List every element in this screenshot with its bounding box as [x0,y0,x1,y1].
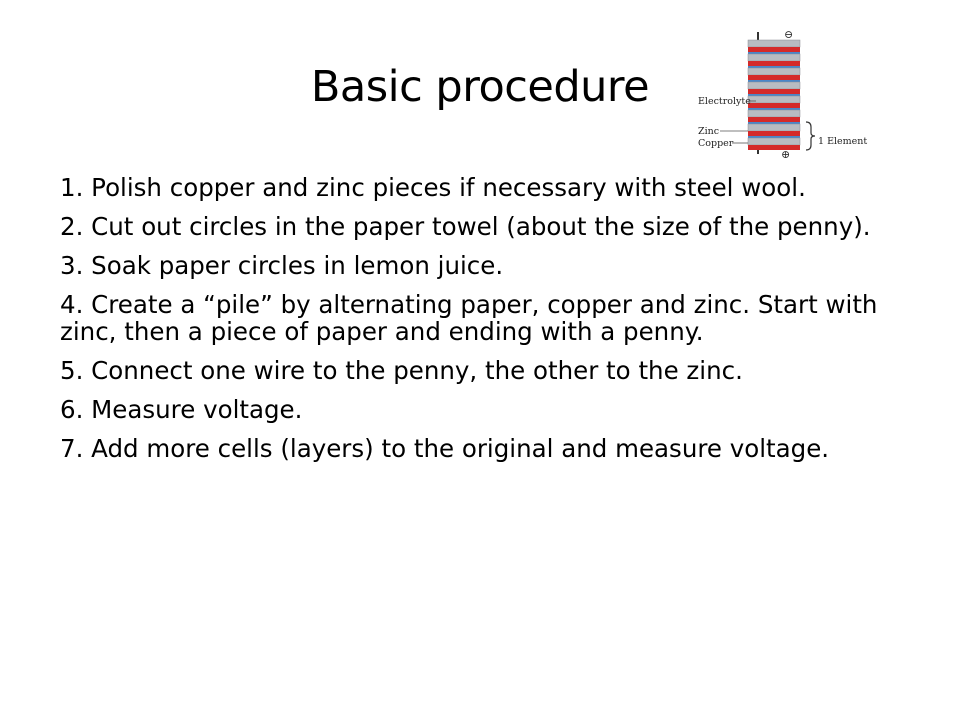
electrolyte-layer [748,108,800,110]
procedure-step: 2. Cut out circles in the paper towel (about the size of the penny). [60,212,871,241]
zinc-layer [748,82,800,89]
copper-layer [748,89,800,94]
electrolyte-layer [748,136,800,138]
copper-layer [748,61,800,66]
copper-label: Copper [698,138,734,149]
electrolyte-layer [748,94,800,96]
procedure-step: 5. Connect one wire to the penny, the other to the zinc. [60,356,743,385]
positive-terminal-icon: ⊕ [781,148,791,161]
element-brace [806,122,815,150]
voltaic-pile-diagram [690,22,870,162]
copper-layer [748,47,800,52]
procedure-step: 4. Create a “pile” by alternating paper, copper and zinc. Start with zinc, then a piece of paper and ending with a penny. [60,290,878,346]
zinc-layer [748,68,800,75]
element-label: 1 Element [818,136,868,147]
electrolyte-layer [748,52,800,54]
zinc-layer [748,96,800,103]
slide-title: Basic procedure [310,62,650,112]
pile-stack [748,40,800,150]
copper-layer [748,75,800,80]
zinc-layer [748,124,800,131]
procedure-step: 3. Soak paper circles in lemon juice. [60,251,504,280]
procedure-step: 6. Measure voltage. [60,395,303,424]
copper-layer [748,117,800,122]
zinc-layer [748,110,800,117]
negative-terminal-icon: ⊖ [784,28,794,41]
procedure-steps [60,174,920,474]
zinc-layer [748,40,800,47]
electrolyte-layer [748,66,800,68]
copper-layer [748,145,800,150]
procedure-step: 1. Polish copper and zinc pieces if necessary with steel wool. [60,173,806,202]
zinc-layer [748,138,800,145]
electrolyte-layer [748,122,800,124]
electrolyte-layer [748,80,800,82]
voltaic-pile-svg [690,22,870,162]
electrolyte-label: Electrolyte [698,96,751,107]
zinc-label: Zinc [698,126,720,137]
copper-layer [748,103,800,108]
zinc-layer [748,54,800,61]
copper-layer [748,131,800,136]
procedure-step: 7. Add more cells (layers) to the original and measure voltage. [60,434,830,463]
